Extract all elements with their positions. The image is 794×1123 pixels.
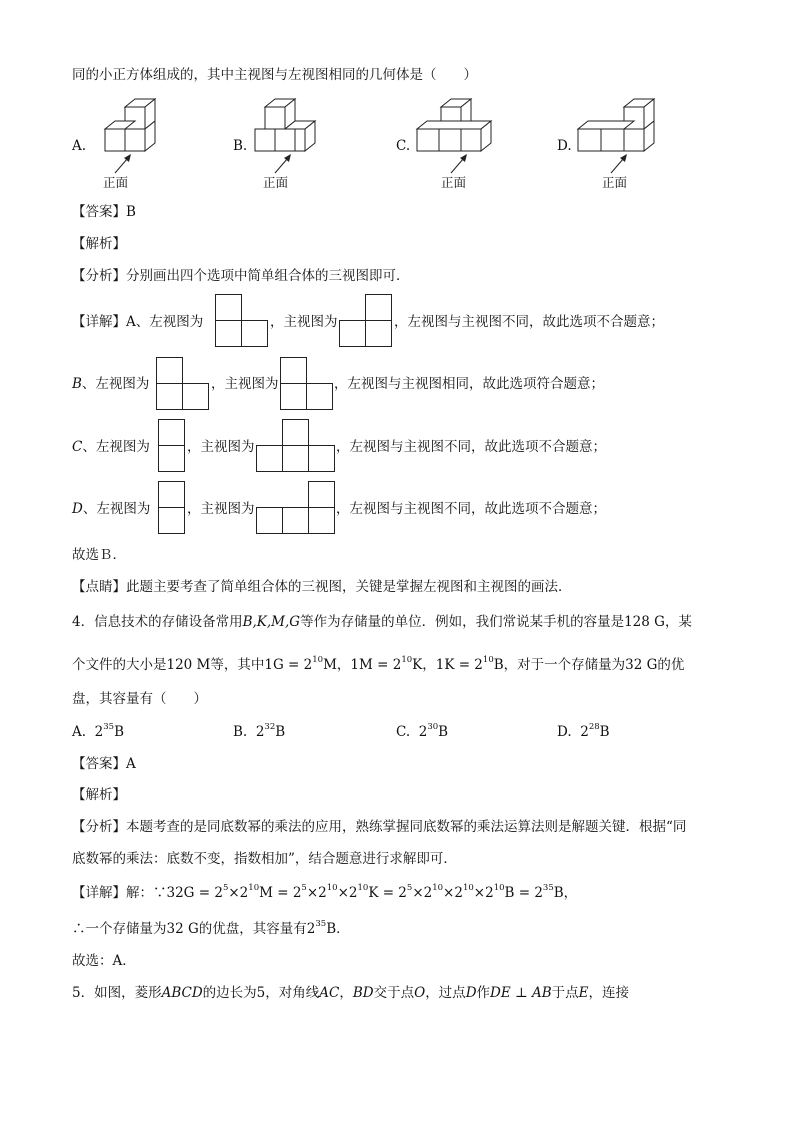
q5-var: BD xyxy=(352,985,374,1001)
option-letter: B. xyxy=(233,724,248,740)
q4-exp: 10 xyxy=(493,883,505,893)
q3-row-c-left-view xyxy=(158,419,186,472)
q4-text: ，某 xyxy=(664,614,692,630)
q4-units: B,K,M,G xyxy=(242,614,301,630)
option-unit: B xyxy=(114,724,124,740)
dianjing-text: 此题主要考查了简单组合体的三视图，关键是掌握左视图和主视图的画法． xyxy=(126,579,572,595)
option-base: 2 xyxy=(255,724,265,740)
q4-exp: 5 xyxy=(301,883,307,893)
q4-calc: ×2 xyxy=(337,885,358,901)
q4-exp: 10 xyxy=(432,883,444,893)
q3-row-b-main-view xyxy=(280,357,334,410)
q3-fenxi-line xyxy=(72,267,410,285)
q5-var: D xyxy=(465,985,477,1001)
q4-fenxi-line1 xyxy=(72,818,686,836)
q4-calc: B = 2 xyxy=(504,885,543,901)
q4-file-size: 120 M xyxy=(166,657,211,673)
q4-disk: 32 G xyxy=(166,921,199,937)
q3-row-d-text1 xyxy=(72,500,150,518)
q4-calc: ×2 xyxy=(228,885,249,901)
q3-option-b-caption: 正面 xyxy=(263,175,289,190)
row-letter: D xyxy=(72,501,83,517)
q4-calc: M = 2 xyxy=(259,885,302,901)
q3-row-d-conclusion: ，左视图与主视图不同，故此选项不合题意； xyxy=(336,501,606,517)
row-left-label: 、左视图为 xyxy=(135,314,204,330)
option-base: 2 xyxy=(580,724,589,740)
q5-var: O xyxy=(414,985,426,1001)
q4-choice: 故选：A． xyxy=(72,953,136,969)
q5-text: ，对角线 xyxy=(265,985,320,1001)
answer-tag: 【答案】 xyxy=(72,756,126,772)
q4-exp: 10 xyxy=(401,655,413,665)
q3-row-a-text1 xyxy=(72,313,203,331)
q3-choice: 故选Ｂ． xyxy=(72,547,126,563)
q4-analysis-tag: 【解析】 xyxy=(72,787,126,803)
q4-therefore-line xyxy=(72,920,350,938)
q4-text: ． xyxy=(336,921,350,937)
q3-row-d-left-view xyxy=(158,481,186,534)
q5-text: 作 xyxy=(476,985,491,1001)
q5-text: ，过点 xyxy=(425,985,466,1001)
q4-text: ，对于一个存储量为 xyxy=(503,657,626,673)
q3-row-c-conclusion: ，左视图与主视图不同，故此选项不合题意； xyxy=(336,439,606,455)
q5-text: 的边长为 xyxy=(202,985,257,1001)
row-letter: B xyxy=(72,376,82,392)
q4-disk: 32 G xyxy=(625,657,658,673)
option-base: 2 xyxy=(94,724,104,740)
xiangjie-tag: 【详解】 xyxy=(72,314,126,330)
q4-eq: 1M = 2 xyxy=(350,657,402,673)
q3-option-a-letter: A. xyxy=(72,138,87,154)
option-letter: A. xyxy=(72,724,87,740)
q3-dianjing-line xyxy=(72,578,572,596)
option-exp: 32 xyxy=(264,722,276,732)
q5-var: AC xyxy=(319,985,340,1001)
q5-stem xyxy=(72,984,629,1002)
q3-row-c-main-view xyxy=(256,419,336,472)
q5-text: 交于点 xyxy=(373,985,415,1001)
q4-text: 个文件的大小是 xyxy=(72,657,167,673)
q5-text: 于点 xyxy=(551,985,579,1001)
option-unit: B xyxy=(438,724,449,740)
answer-tag: 【答案】 xyxy=(72,204,126,220)
q5-text: ， xyxy=(339,985,353,1001)
q3-row-a-main-view xyxy=(339,294,393,347)
q4-text: 等，其中 xyxy=(210,657,265,673)
option-unit: B xyxy=(275,724,286,740)
q4-option-b xyxy=(233,723,285,741)
q4-xiangjie-line xyxy=(72,884,577,902)
fenxi-tag: 【分析】 xyxy=(72,819,126,835)
q4-eq: B xyxy=(493,657,504,673)
option-unit: B xyxy=(599,724,610,740)
q4-eq: M xyxy=(323,657,337,673)
q4-option-a xyxy=(72,723,124,741)
q4-text: 等作为存储量的单位．例如，我们常说某手机的容量是 xyxy=(300,614,625,630)
q3-row-a-conclusion: ，左视图与主视图不同，故此选项不合题意； xyxy=(394,314,664,330)
q3-option-c-caption: 正面 xyxy=(441,175,467,190)
q3-option-b-letter: B. xyxy=(233,138,248,154)
q4-calc: 32G = 2 xyxy=(166,885,223,901)
q4-stem-line3: 盘，其容量有（ ） xyxy=(72,691,207,707)
option-letter: C. xyxy=(396,724,411,740)
q4-eq: K xyxy=(412,657,423,673)
q4-calc: 2 xyxy=(306,921,316,937)
q3-stem: 同的小正方体组成的，其中主视图与左视图相同的几何体是（ ） xyxy=(72,67,477,83)
xiangjie-tag: 【详解】 xyxy=(72,885,126,901)
q3-row-b-main-label: ，主视图为 xyxy=(211,376,279,392)
q4-option-c xyxy=(396,723,448,741)
fenxi-text: 本题考查的是同底数幂的乘法的应用，熟练掌握同底数幂的乘法运算法则是解题关键．根据“同 xyxy=(126,819,687,835)
option-exp: 30 xyxy=(427,722,439,732)
fenxi-text: 分别画出四个选项中简单组合体的三视图即可． xyxy=(126,268,410,284)
q3-option-d-caption: 正面 xyxy=(602,175,628,190)
q3-option-c-letter: C. xyxy=(396,138,411,154)
q4-calc: ×2 xyxy=(443,885,463,901)
q3-option-a-caption: 正面 xyxy=(103,175,129,190)
option-exp: 28 xyxy=(588,722,600,732)
q3-answer-line xyxy=(72,203,136,221)
q3-row-c-main-label: ，主视图为 xyxy=(187,439,255,455)
q5-text: 5．如图，菱形 xyxy=(72,985,162,1001)
q3-row-c-text1 xyxy=(72,438,150,456)
q4-exp: 10 xyxy=(326,883,338,893)
q4-calc: ， xyxy=(563,885,578,901)
q4-fenxi-line2: 底数幂的乘法：底数不变，指数相加”，结合题意进行求解即可． xyxy=(72,851,457,867)
q4-text: 4．信息技术的存储设备常用 xyxy=(72,614,243,630)
q3-analysis-tag: 【解析】 xyxy=(72,236,126,252)
q4-stem-line1 xyxy=(72,613,692,631)
q5-var: E xyxy=(578,985,589,1001)
row-letter: A xyxy=(126,314,136,330)
q4-exp: 35 xyxy=(315,919,327,929)
q5-text: ，连接 xyxy=(588,985,630,1001)
q4-option-d xyxy=(557,723,610,741)
q5-num: 5 xyxy=(256,985,266,1001)
answer-value: B xyxy=(126,204,136,220)
q3-row-b-text1 xyxy=(72,375,149,393)
q3-row-b-left-view xyxy=(156,357,210,410)
row-left-label: 、左视图为 xyxy=(82,439,150,455)
q3-row-a-left-view xyxy=(215,294,269,347)
q4-exp: 10 xyxy=(462,883,474,893)
row-left-label: 、左视图为 xyxy=(82,501,151,517)
q4-eq: 1G = 2 xyxy=(264,657,313,673)
q4-calc: K = 2 xyxy=(368,885,407,901)
option-exp: 35 xyxy=(103,722,115,732)
q3-row-d-main-label: ，主视图为 xyxy=(187,501,255,517)
q4-calc: B xyxy=(326,921,337,937)
option-base: 2 xyxy=(418,724,428,740)
row-left-label: 、左视图为 xyxy=(81,376,150,392)
fenxi-tag: 【分析】 xyxy=(72,268,126,284)
q3-row-b-conclusion: ，左视图与主视图相同，故此选项符合题意； xyxy=(334,376,604,392)
q4-exp: 10 xyxy=(482,655,494,665)
option-letter: D. xyxy=(557,724,572,740)
dianjing-tag: 【点睛】 xyxy=(72,579,126,595)
answer-value: A xyxy=(126,756,136,772)
q3-row-d-main-view xyxy=(256,481,336,534)
q4-answer-line xyxy=(72,755,136,773)
q4-stem-line2: 个文件的大小是120 M等，其中$1G = 2^{10}M$，$1M = 2^{10}K$，$1K = 2^{10}B$，对于一个存储量为32 G的优 xyxy=(72,655,685,673)
q4-exp: 5 xyxy=(406,883,413,893)
q3-option-d-letter: D. xyxy=(557,138,572,154)
q4-exp: 10 xyxy=(248,883,260,893)
q4-calc: ×2 xyxy=(306,885,327,901)
q5-var: ABCD xyxy=(161,985,203,1001)
q5-var: DE ⊥ AB xyxy=(490,985,552,1001)
q4-eq: 1K = 2 xyxy=(435,657,483,673)
q4-text: 的优盘，其容量有 xyxy=(198,921,307,937)
q4-exp: 10 xyxy=(357,883,369,893)
q4-calc: ×2 xyxy=(473,885,494,901)
row-letter: C xyxy=(72,439,83,455)
q4-text: ∴一个存储量为 xyxy=(72,921,167,937)
q4-calc: B xyxy=(553,885,564,901)
q4-exp: 10 xyxy=(312,655,324,665)
q3-row-a-main-label: ，主视图为 xyxy=(270,314,338,330)
q4-exp: 35 xyxy=(542,883,554,893)
q4-exp: 5 xyxy=(222,883,229,893)
q4-phone-capacity: 128 G xyxy=(624,614,665,630)
q4-calc: 解：∵ xyxy=(126,885,167,901)
q4-text: 的优 xyxy=(657,657,685,673)
q4-calc: ×2 xyxy=(412,885,433,901)
